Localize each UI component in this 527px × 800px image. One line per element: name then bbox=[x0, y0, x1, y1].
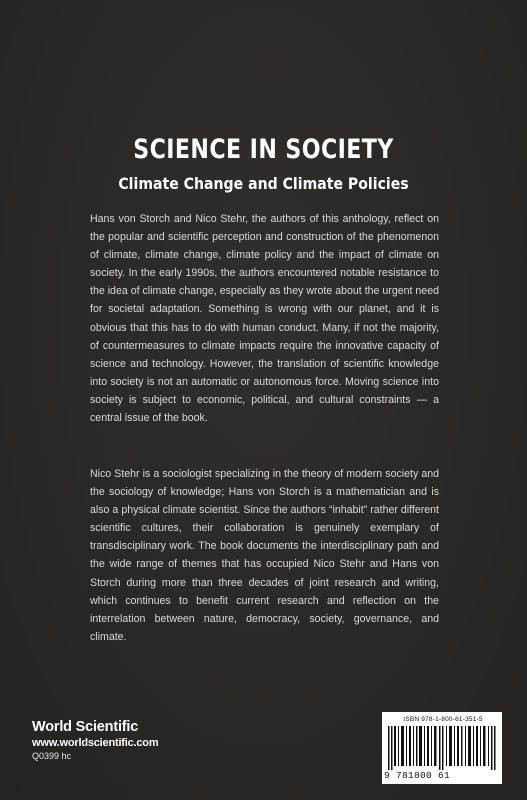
barcode bbox=[382, 712, 502, 784]
isbn-label: ISBN 978-1-800-61-351-5 bbox=[403, 716, 483, 723]
barcode-digits: 9 781800 61 bbox=[384, 770, 451, 781]
book-subtitle: Climate Change and Climate Policies bbox=[118, 174, 409, 193]
product-code: Q0399 hc bbox=[32, 751, 72, 761]
barcode-bars bbox=[388, 726, 496, 770]
publisher-name: World Scientific bbox=[32, 719, 139, 735]
publisher-url: www.worldscientific.com bbox=[32, 737, 159, 749]
publisher-block bbox=[32, 719, 158, 763]
book-title: SCIENCE IN SOCIETY bbox=[133, 134, 394, 165]
blurb-paragraph-1: Hans von Storch and Nico Stehr, the authors of this anthology, reflect on the popular and scientific perception and construction of the phenomenon of climate, climate change, climate policy and the impact of climate on society. In the early 1990s, the authors encountered notable resistance to the idea of climate change, especially as they wrote about the urgent need for societal adaptation. Something is wrong with our planet, and it is obvious that this has to do with human conduct. Many, if not the majority, of countermeasures to climate impacts require the innovative capacity of science and technology. However, the translation of scientific knowledge into society is not an automatic or autonomous force. Moving science into society is subject to economic, political, and cultural constraints — a central issue of the book. bbox=[90, 213, 439, 425]
blurb-paragraph-2: Nico Stehr is a sociologist specializing in the theory of modern society and the sociology of knowledge; Hans von Storch is a mathematician and is also a physical climate scientist. Since the authors “inhabit” rather different scientific cultures, their collaboration is genuinely exemplary of transdisciplinary work. The book documents the interdisciplinary path and the wide range of themes that has occupied Nico Stehr and Hans von Storch during more than three decades of joint research and writing, which continues to benefit current research and reflection on the interrelation between nature, democracy, society, governance, and climate. bbox=[90, 468, 439, 643]
